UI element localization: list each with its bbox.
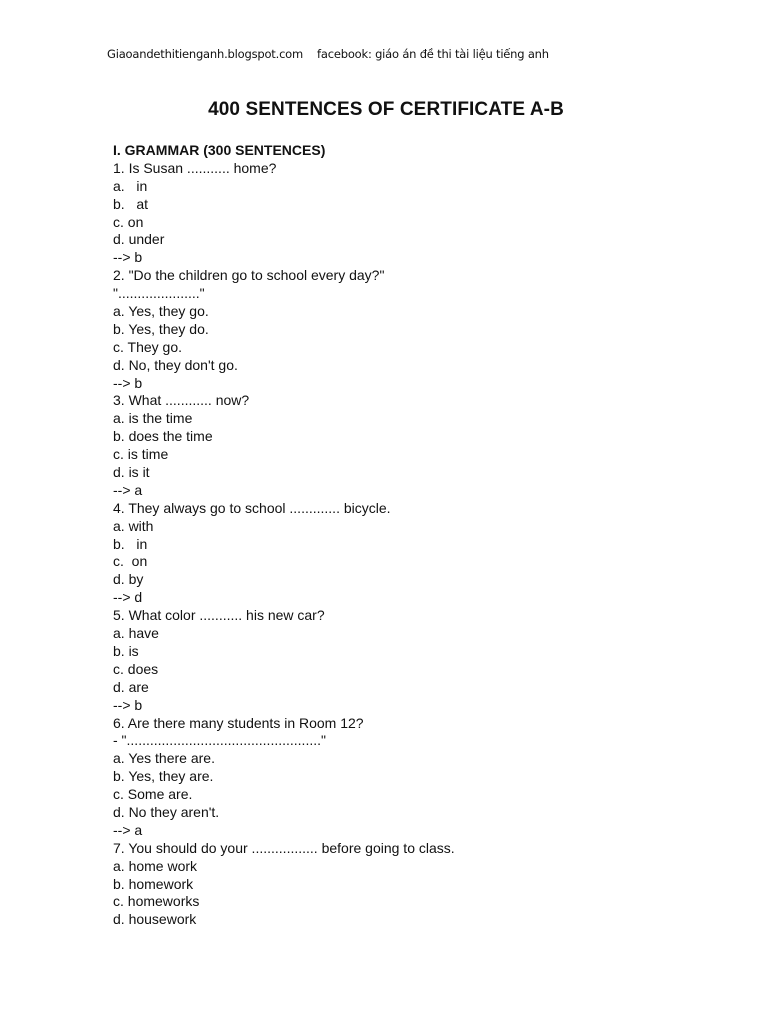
question-prompt: "....................."	[113, 285, 205, 302]
answer-option: b. Yes, they do.	[113, 320, 209, 337]
question-block	[113, 160, 455, 267]
question-prompt: - ".................................................."	[113, 732, 326, 749]
answer-key: --> b	[113, 696, 143, 713]
answer-option: a. Yes there are.	[113, 750, 215, 767]
answer-option: a. home work	[113, 857, 198, 874]
answer-key: --> a	[113, 821, 143, 838]
answer-option: a. with	[113, 517, 154, 534]
answer-option: c. does	[113, 660, 159, 677]
header-site: Giaoandethitienganh.blogspot.com	[107, 47, 304, 61]
document-body	[113, 142, 455, 929]
answer-key: --> b	[113, 249, 143, 266]
section-heading: I. GRAMMAR (300 SENTENCES)	[113, 142, 326, 158]
answer-key: --> b	[113, 374, 143, 391]
answer-option: c. on	[113, 553, 148, 570]
answer-option: a. have	[113, 625, 159, 642]
answer-option: b. does the time	[113, 428, 213, 445]
question-text: 1. Is Susan ........... home?	[113, 159, 277, 176]
answer-option: c. on	[113, 213, 144, 230]
question-text: 3. What ............ now?	[113, 392, 250, 409]
answer-option: c. homeworks	[113, 893, 200, 910]
answer-option: d. housework	[113, 911, 197, 928]
document-title: 400 SENTENCES OF CERTIFICATE A-B	[208, 99, 564, 120]
answer-option: b. homework	[113, 875, 194, 892]
answer-option: d. are	[113, 678, 149, 695]
answer-option: b. Yes, they are.	[113, 768, 214, 785]
answer-option: a. is the time	[113, 410, 193, 427]
page-header	[107, 47, 549, 61]
answer-option: d. No they aren't.	[113, 803, 220, 820]
answer-option: d. is it	[113, 464, 150, 481]
question-text: 6. Are there many students in Room 12?	[113, 714, 364, 731]
question-block	[113, 392, 455, 499]
question-block	[113, 607, 455, 714]
question-text: 7. You should do your ................. before going to class.	[113, 839, 455, 856]
answer-option: b. at	[113, 195, 149, 212]
question-block	[113, 840, 455, 929]
answer-key: --> a	[113, 481, 143, 498]
answer-option: d. No, they don't go.	[113, 356, 238, 373]
question-block	[113, 500, 455, 607]
answer-option: c. is time	[113, 446, 169, 463]
answer-key: --> d	[113, 589, 143, 606]
answer-option: c. Some are.	[113, 786, 193, 803]
question-text: 4. They always go to school ............. bicycle.	[113, 499, 391, 516]
question-block	[113, 267, 455, 392]
answer-option: b. is	[113, 642, 139, 659]
header-facebook: facebook: giáo án đề thi tài liệu tiếng anh	[317, 47, 549, 61]
answer-option: d. by	[113, 571, 144, 588]
answer-option: a. Yes, they go.	[113, 303, 209, 320]
answer-option: d. under	[113, 231, 165, 248]
answer-option: a. in	[113, 177, 148, 194]
question-text: 5. What color ........... his new car?	[113, 607, 325, 624]
answer-option: b. in	[113, 535, 148, 552]
question-block	[113, 715, 455, 840]
question-text: 2. "Do the children go to school every day?"	[113, 267, 385, 284]
answer-option: c. They go.	[113, 338, 183, 355]
